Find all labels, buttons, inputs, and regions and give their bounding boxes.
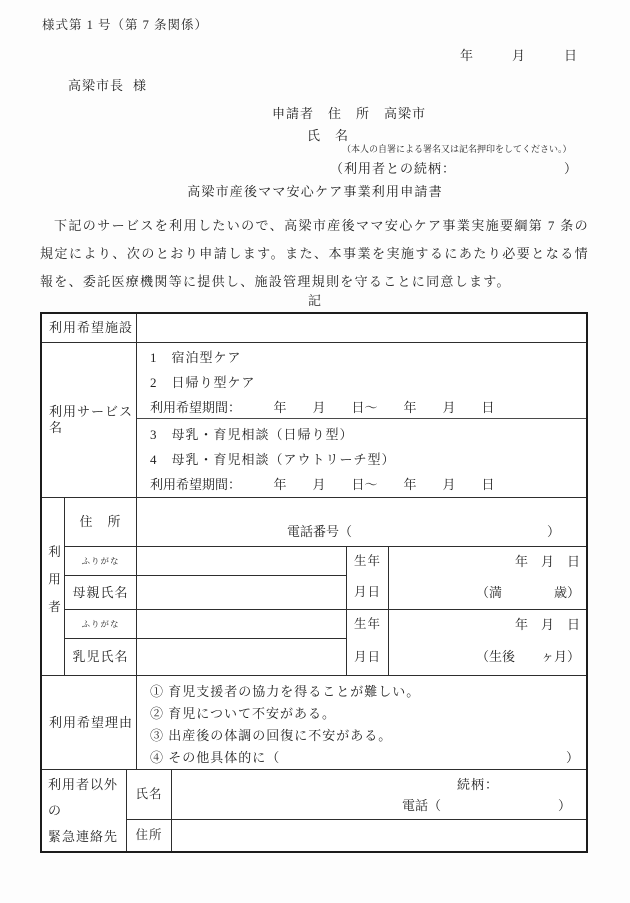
application-table [40,312,588,853]
mother-birth-label-cell [347,547,389,609]
service-item-3: 3 母乳・育児相談（日帰り型） [150,427,354,442]
emergency-detail [127,770,586,851]
user-label: 利用者 [46,545,61,628]
emergency-label-line2: 緊急連絡先 [48,828,119,844]
user-phone-line: 電話番号（ ） [287,524,561,540]
applicant-address-line: 申請者 住 所 高梁市 [272,106,427,121]
note-mark: 記 [307,293,322,308]
service-block-b [137,419,586,497]
infant-birth-label-top: 生年 [353,617,381,631]
relation-line [330,161,578,177]
mother-birth-value-cell [389,547,586,609]
reason-item-4-open: ④ その他具体的に（ [150,750,281,765]
infant-birth-label-bottom: 月日 [353,649,381,664]
infant-block [65,610,586,675]
addressee-honorific: 様 [133,78,148,93]
emergency-address-value-cell [172,820,586,851]
emergency-label [42,770,127,851]
infant-age-line: （生後 ヶ月） [475,649,580,665]
addressee: 高梁市長 [68,78,125,93]
emergency-name-label: 氏名 [127,770,172,819]
service-content [137,343,586,497]
infant-furigana-label: ふりがな [65,610,137,638]
date-line: 年 月 日 [460,48,578,63]
reason-item-2: ② 育児について不安がある。 [150,706,336,721]
infant-birth-label-cell [347,610,389,675]
user-address-label: 住 所 [65,498,137,546]
emergency-name-row [127,770,586,820]
emergency-name-value-cell [172,770,586,819]
emergency-phone-line: 電話（ ） [402,798,572,813]
infant-name-label: 乳児氏名 [65,639,137,675]
user-address-value-cell [137,498,586,546]
reason-item-4 [150,747,580,769]
facility-label: 利用希望施設 [42,314,137,342]
emergency-address-row [127,820,586,851]
reason-item-3: ③ 出産後の体調の回復に不安がある。 [150,728,393,743]
mother-name-cells [65,547,347,609]
facility-row [42,314,586,343]
relation-open: （利用者との続柄： [330,161,457,176]
infant-birth-date-line: 年 月 日 [514,616,580,632]
service-period-b: 利用希望期間： 年 月 日～ 年 月 日 [150,477,495,492]
mother-furigana-row [65,547,346,576]
user-detail [65,498,586,675]
facility-value-cell [137,314,586,342]
mother-furigana-label: ふりがな [65,547,137,575]
document-title: 高梁市産後ママ安心ケア事業利用申請書 [187,184,443,199]
addressee-row [68,78,147,94]
reason-item-1: ① 育児支援者の協力を得ることが難しい。 [150,684,421,699]
reason-label: 利用希望理由 [42,676,137,769]
service-row [42,343,586,498]
infant-birth-value-cell [389,610,586,675]
reason-item-4-close: ） [565,750,580,765]
mother-birth-label-top: 生年 [353,554,381,568]
relation-close: ） [563,161,578,176]
service-item-4: 4 母乳・育児相談（アウトリーチ型） [150,452,396,467]
emergency-label-line1: 利用者以外の [48,776,119,818]
signature-note: （本人の自署による署名又は記名押印をしてください。） [342,144,572,154]
mother-furigana-cell [137,547,346,575]
mother-birth-label-bottom: 月日 [353,585,381,599]
user-row [42,498,586,676]
infant-name-cell [137,639,346,675]
service-item-2: 2 日帰り型ケア [150,375,256,390]
service-label: 利用サービス名 [42,343,137,497]
mother-birth-date-line: 年 月 日 [514,553,580,569]
emergency-relation-label: 続柄： [457,777,500,792]
infant-name-row [65,639,346,675]
mother-name-row [65,576,346,609]
service-period-a: 利用希望期間： 年 月 日～ 年 月 日 [150,400,495,415]
user-vertical-label-cell [42,498,65,675]
intro-paragraph: 下記のサービスを利用したいので、高梁市産後ママ安心ケア事業実施要綱第 7 条の規定により、次のとおり申請します。また、本事業を実施するにあたり必要となる情報を、委託医療機関等に提供し、施設管理規則を守ることに同意します。 [40,218,589,289]
emergency-row [42,770,586,851]
mother-name-label: 母親氏名 [65,576,137,609]
service-block-a [137,343,586,419]
infant-furigana-row [65,610,346,639]
emergency-address-label: 住所 [127,820,172,851]
service-item-1: 1 宿泊型ケア [150,350,242,365]
mother-age-line: （満 歳） [475,584,580,600]
reason-content [137,676,586,769]
form-code: 様式第 1 号（第 7 条関係） [42,18,209,32]
infant-name-cells [65,610,347,675]
reason-row [42,676,586,770]
mother-block [65,547,586,610]
infant-furigana-cell [137,610,346,638]
applicant-name-label: 氏 名 [307,128,350,143]
user-address-row [65,498,586,547]
mother-name-cell [137,576,346,609]
